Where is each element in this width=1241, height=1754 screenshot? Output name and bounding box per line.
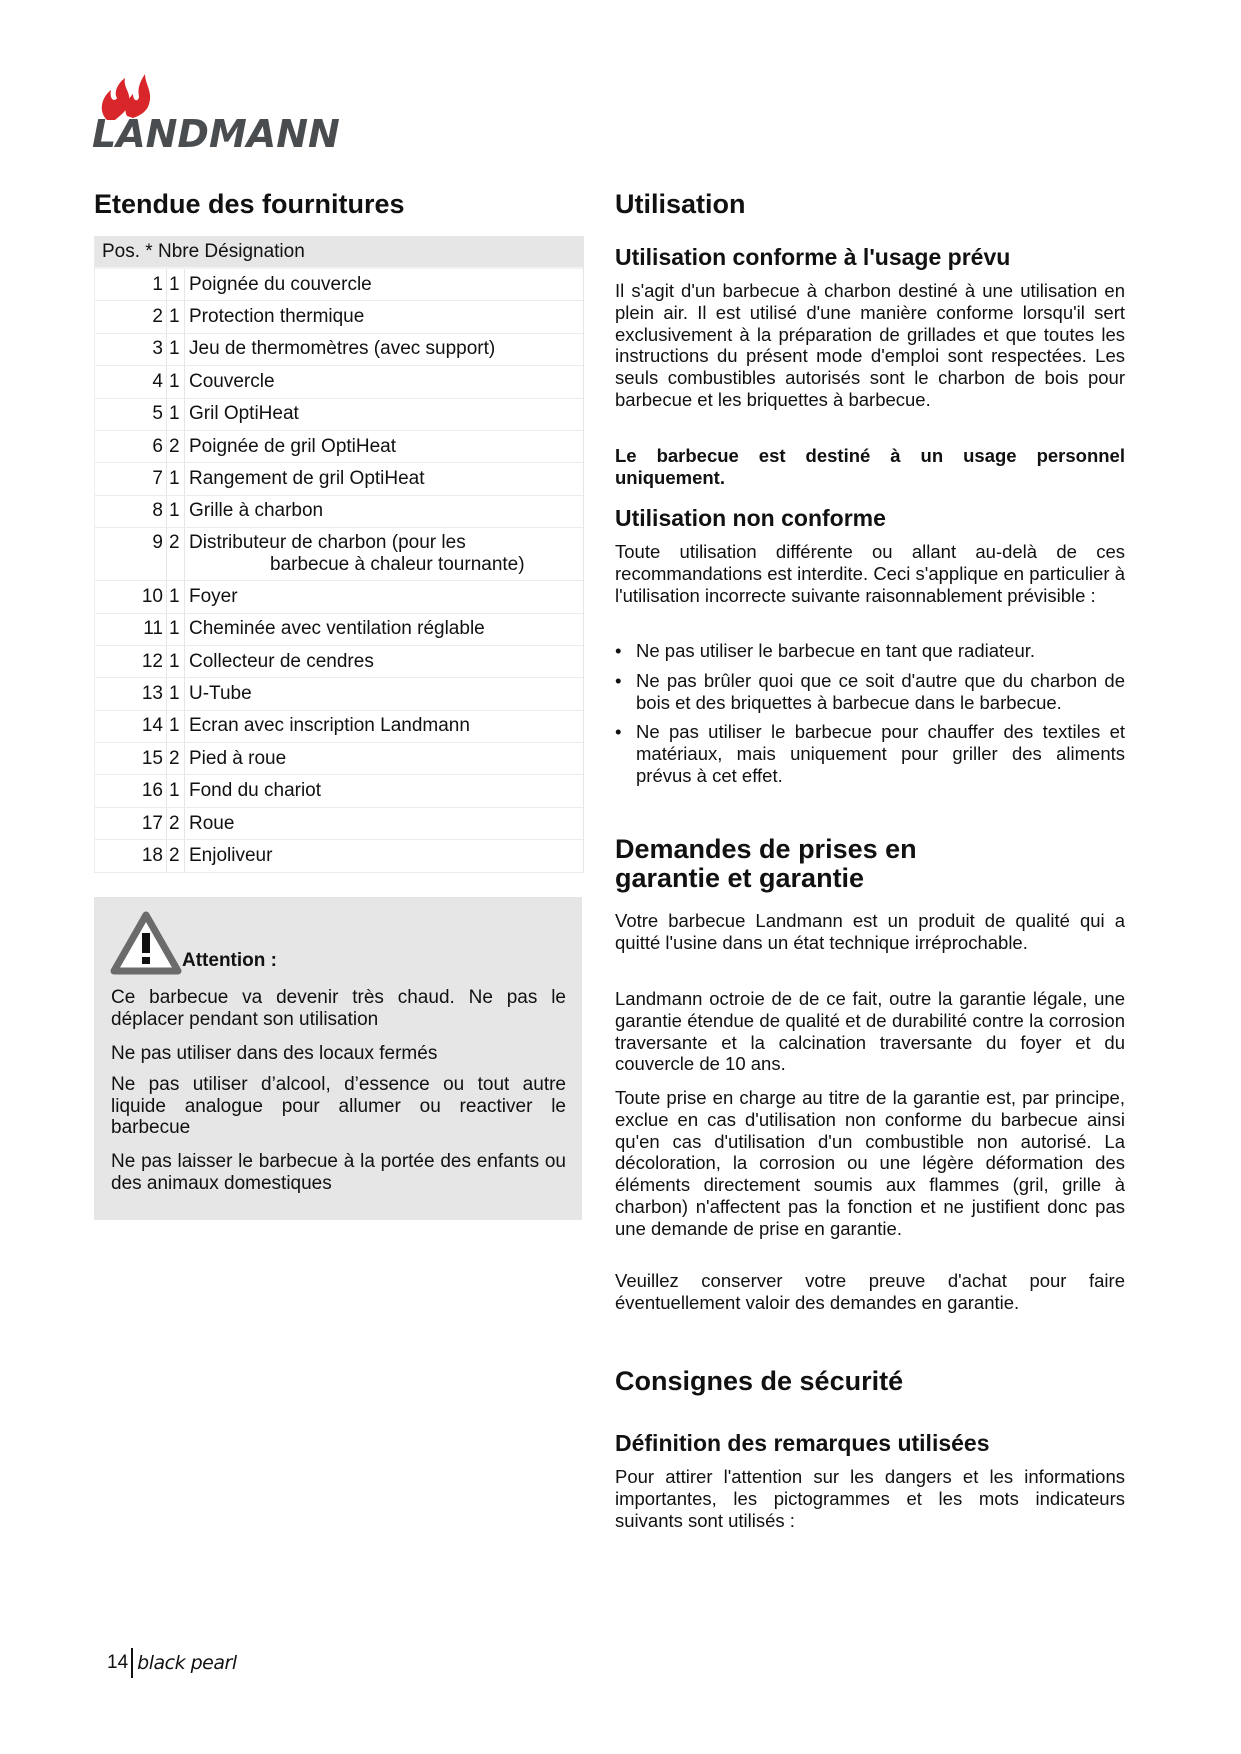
row-quantity: 2 xyxy=(167,840,185,872)
row-designation-text: Couvercle xyxy=(189,370,275,392)
attention-paragraph: Ce barbecue va devenir très chaud. Ne pas le déplacer pendant son utilisation xyxy=(111,987,566,1030)
row-designation xyxy=(185,398,584,430)
garantie-paragraph: Toute prise en charge au titre de la garantie est, par principe, exclue en cas d'utilisation non conforme du barbecue ainsi qu'en cas d'utilisation d'un combustible non autorisé. La décoloration, la corrosion ou une légère déformation des éléments directement soumis aux flammes (gril, grille à charbon) n'affectent pas la fonction et ne justifient donc pas une demande de prise en garantie. xyxy=(615,1087,1125,1239)
row-designation xyxy=(185,463,584,495)
table-header xyxy=(95,236,583,268)
page-footer xyxy=(107,1648,237,1678)
row-designation-text: Pied à roue xyxy=(189,747,287,769)
row-designation xyxy=(185,613,584,645)
row-designation-text: Foyer xyxy=(189,585,238,607)
row-quantity: 1 xyxy=(167,678,185,710)
table-row xyxy=(95,613,583,645)
row-designation xyxy=(185,581,584,613)
heading-utilisation-conforme: Utilisation conforme à l'usage prévu xyxy=(615,244,1011,270)
list-item-text: Ne pas utiliser le barbecue pour chauffer des textiles et matériaux, mais uniquement pour griller des aliments prévus à cet effet. xyxy=(636,721,1125,786)
garantie-paragraph: Veuillez conserver votre preuve d'achat pour faire éventuellement valoir des demandes en garantie. xyxy=(615,1270,1125,1313)
attention-paragraph: Ne pas utiliser d’alcool, d’essence ou tout autre liquide analogue pour allumer ou reactiver le barbecue xyxy=(111,1074,566,1139)
parts-table xyxy=(94,236,584,873)
heading-utilisation-non-conforme: Utilisation non conforme xyxy=(615,505,886,531)
row-position: 13 xyxy=(95,678,167,710)
table-row xyxy=(95,678,583,710)
row-designation xyxy=(185,743,584,775)
heading-utilisation: Utilisation xyxy=(615,189,746,219)
row-quantity: 1 xyxy=(167,645,185,677)
warning-triangle-icon xyxy=(110,911,182,975)
row-quantity: 1 xyxy=(167,710,185,742)
garantie-paragraph: Landmann octroie de de ce fait, outre la garantie légale, une garantie étendue de qualité et de durabilité contre la corrosion traversante et la calcination traversante du foyer et du couvercle de 10 ans. xyxy=(615,988,1125,1075)
heading-consignes-securite: Consignes de sécurité xyxy=(615,1366,904,1396)
product-name: black pearl xyxy=(137,1652,237,1674)
row-designation-text: Poignée de gril OptiHeat xyxy=(189,435,397,457)
row-designation xyxy=(185,775,584,807)
row-quantity: 1 xyxy=(167,495,185,527)
page-number: 14 xyxy=(107,1652,129,1673)
list-item xyxy=(615,721,1125,786)
utilisation-non-conforme-text: Toute utilisation différente ou allant au-delà de ces recommandations est interdite. Ceci s'applique en particulier à l'utilisation incorrecte suivante raisonnablement prévisible : xyxy=(615,541,1125,606)
row-designation-text: Gril OptiHeat xyxy=(189,403,299,425)
row-designation xyxy=(185,430,584,462)
row-quantity: 2 xyxy=(167,528,185,581)
table-row xyxy=(95,840,583,872)
table-row xyxy=(95,398,583,430)
bullet-icon: • xyxy=(615,640,622,661)
row-designation-text: Distributeur de charbon (pour les xyxy=(189,532,466,554)
heading-garantie-line1: Demandes de prises en xyxy=(615,834,917,864)
row-quantity: 1 xyxy=(167,613,185,645)
row-position: 15 xyxy=(95,743,167,775)
list-item-text: Ne pas utiliser le barbecue en tant que radiateur. xyxy=(636,640,1036,661)
bullet-icon: • xyxy=(615,721,622,743)
table-row xyxy=(95,333,583,365)
row-designation-text: U-Tube xyxy=(189,682,252,704)
row-designation xyxy=(185,528,584,581)
table-row xyxy=(95,775,583,807)
list-item xyxy=(615,670,1125,714)
heading-etendue: Etendue des fournitures xyxy=(94,189,405,219)
row-designation-text: Protection thermique xyxy=(189,306,365,328)
row-designation xyxy=(185,710,584,742)
row-position: 2 xyxy=(95,301,167,333)
row-quantity: 1 xyxy=(167,268,185,301)
utilisation-conforme-text: Il s'agit d'un barbecue à charbon destiné à une utilisation en plein air. Il est utilisé d'une manière conforme lorsqu'il sert exclusivement à la préparation de grillades et que toutes les instructions du présent mode d'emploi sont respectées. Les seuls combustibles autorisés sont le charbon de bois pour barbecue et les briquettes à barbecue. xyxy=(615,280,1125,410)
row-designation-text: Jeu de thermomètres (avec support) xyxy=(189,338,496,360)
table-row xyxy=(95,301,583,333)
attention-paragraph: Ne pas laisser le barbecue à la portée des enfants ou des animaux domestiques xyxy=(111,1151,566,1194)
footer-divider xyxy=(131,1648,133,1678)
row-designation-text: Ecran avec inscription Landmann xyxy=(189,715,470,737)
garantie-paragraph: Votre barbecue Landmann est un produit de qualité qui a quitté l'usine dans un état technique irréprochable. xyxy=(615,910,1125,953)
row-position: 8 xyxy=(95,495,167,527)
row-position: 4 xyxy=(95,366,167,398)
heading-definition-remarques: Définition des remarques utilisées xyxy=(615,1430,990,1456)
row-designation xyxy=(185,807,584,839)
row-designation-text: Cheminée avec ventilation réglable xyxy=(189,618,485,640)
row-designation-text: Fond du chariot xyxy=(189,780,322,802)
logo-wordmark: LANDMANN xyxy=(92,112,340,156)
row-quantity: 2 xyxy=(167,807,185,839)
row-designation-text: Grille à charbon xyxy=(189,500,324,522)
table-row xyxy=(95,430,583,462)
row-position: 6 xyxy=(95,430,167,462)
row-designation-text-cont: barbecue à chaleur tournante) xyxy=(270,554,525,576)
row-quantity: 1 xyxy=(167,463,185,495)
row-quantity: 2 xyxy=(167,430,185,462)
row-designation-text: Poignée du couvercle xyxy=(189,273,372,295)
list-item xyxy=(615,640,1125,662)
heading-garantie-line2: garantie et garantie xyxy=(615,863,865,893)
heading-garantie xyxy=(615,835,1125,893)
usage-personnel-note: Le barbecue est destiné à un usage personnel uniquement. xyxy=(615,445,1125,488)
row-designation-text: Rangement de gril OptiHeat xyxy=(189,468,425,490)
row-position: 1 xyxy=(95,268,167,301)
row-quantity: 1 xyxy=(167,333,185,365)
row-designation-text: Enjoliveur xyxy=(189,844,273,866)
row-position: 9 xyxy=(95,528,167,581)
table-row xyxy=(95,807,583,839)
row-quantity: 1 xyxy=(167,581,185,613)
table-row xyxy=(95,463,583,495)
row-position: 3 xyxy=(95,333,167,365)
table-header-label: Pos. * Nbre Désignation xyxy=(95,236,583,268)
row-designation xyxy=(185,645,584,677)
table-row xyxy=(95,743,583,775)
attention-box xyxy=(94,897,582,1220)
row-position: 10 xyxy=(95,581,167,613)
row-designation xyxy=(185,301,584,333)
row-designation xyxy=(185,333,584,365)
table-row xyxy=(95,268,583,301)
row-position: 7 xyxy=(95,463,167,495)
row-designation-text: Roue xyxy=(189,812,235,834)
row-quantity: 1 xyxy=(167,366,185,398)
row-quantity: 1 xyxy=(167,301,185,333)
attention-title: Attention : xyxy=(182,950,277,971)
row-quantity: 1 xyxy=(167,398,185,430)
list-item-text: Ne pas brûler quoi que ce soit d'autre que du charbon de bois et des briquettes à barbecue dans le barbecue. xyxy=(636,669,1125,713)
row-position: 14 xyxy=(95,710,167,742)
table-row xyxy=(95,645,583,677)
row-designation xyxy=(185,366,584,398)
definition-text: Pour attirer l'attention sur les dangers et les informations importantes, les pictogrammes et les mots indicateurs suivants sont utilisés : xyxy=(615,1466,1125,1531)
table-row xyxy=(95,495,583,527)
row-position: 11 xyxy=(95,613,167,645)
row-position: 5 xyxy=(95,398,167,430)
attention-paragraph: Ne pas utiliser dans des locaux fermés xyxy=(111,1043,438,1064)
row-quantity: 2 xyxy=(167,743,185,775)
table-row xyxy=(95,366,583,398)
row-position: 18 xyxy=(95,840,167,872)
row-designation xyxy=(185,268,584,301)
row-designation xyxy=(185,840,584,872)
row-quantity: 1 xyxy=(167,775,185,807)
row-position: 16 xyxy=(95,775,167,807)
row-designation xyxy=(185,495,584,527)
table-row xyxy=(95,581,583,613)
landmann-logo xyxy=(92,72,372,157)
non-conforme-list xyxy=(615,640,1125,787)
row-designation xyxy=(185,678,584,710)
table-row xyxy=(95,710,583,742)
row-position: 12 xyxy=(95,645,167,677)
bullet-icon: • xyxy=(615,669,622,691)
table-row xyxy=(95,528,583,581)
row-designation-text: Collecteur de cendres xyxy=(189,650,374,672)
row-position: 17 xyxy=(95,807,167,839)
